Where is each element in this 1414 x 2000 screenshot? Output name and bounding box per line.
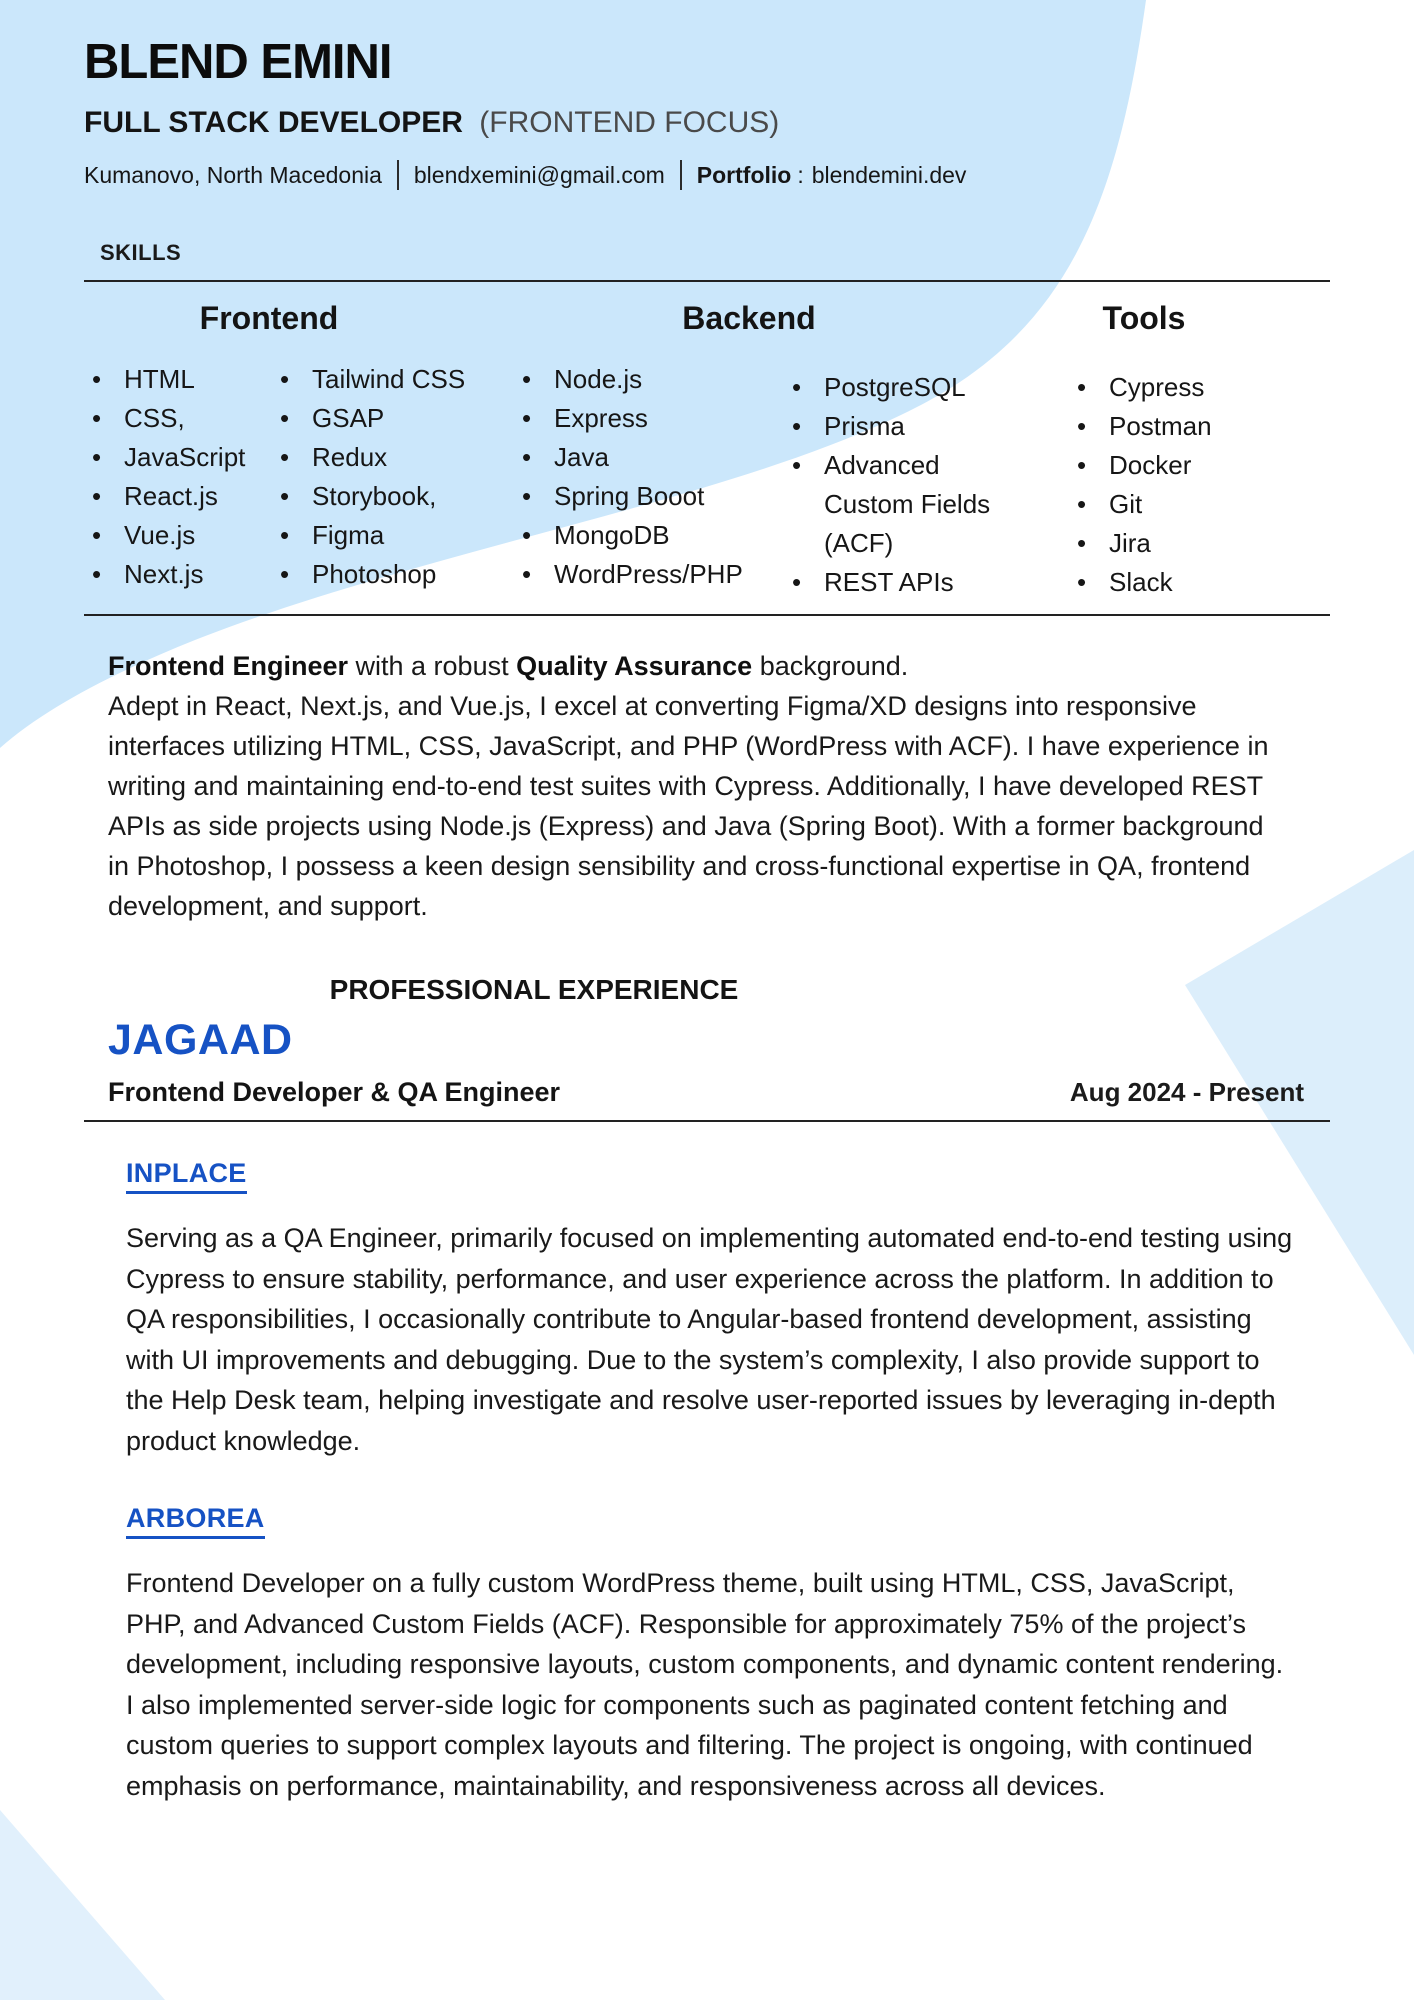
role-title: Frontend Developer & QA Engineer	[108, 1077, 561, 1108]
divider-line	[84, 280, 1330, 282]
portfolio-colon: :	[797, 161, 804, 188]
job-title	[84, 106, 1330, 141]
skill-item: • React.js	[84, 477, 274, 516]
project-inplace	[126, 1158, 1296, 1461]
role-dates: Aug 2024 - Present	[1069, 1077, 1304, 1108]
portfolio-label: Portfolio	[696, 161, 792, 188]
separator	[680, 160, 682, 190]
summary-intro	[108, 646, 1288, 686]
skill-list-tools	[1069, 368, 1309, 602]
project-description: Serving as a QA Engineer, primarily focused on implementing automated end-to-end testing using Cypress to ensure stability, performance, and user experience across the platform. In addition to QA responsibilities, I occasionally contribute to Angular-based frontend development, assisting with UI improvements and debugging. Due to the system’s complexity, I also provide support to the Help Desk team, helping investigate and resolve user-reported issues by leveraging in-depth product knowledge.	[126, 1223, 1293, 1456]
skill-item: • Node.js	[514, 360, 784, 399]
skill-item: • PostgreSQL	[784, 368, 999, 407]
job-title-focus: (FRONTEND FOCUS)	[479, 105, 780, 139]
summary-intro-text-1: with a robust	[348, 651, 517, 682]
portfolio-url[interactable]: blendemini.dev	[811, 161, 967, 188]
skill-item: • MongoDB	[514, 516, 784, 555]
skill-item: • Java	[514, 438, 784, 477]
skill-item: • REST APIs	[784, 563, 999, 602]
contact-line	[84, 160, 1330, 190]
experience-section	[84, 974, 1330, 1806]
project-link-arborea[interactable]: ARBOREA	[126, 1503, 265, 1539]
skill-item: • Photoshop	[272, 555, 522, 594]
skills-group-frontend: Frontend	[199, 300, 339, 337]
skill-item: • Storybook,	[272, 477, 522, 516]
skill-item: • Vue.js	[84, 516, 274, 555]
skill-list-frontend-2	[272, 360, 522, 594]
skill-item: • Cypress	[1069, 368, 1309, 407]
divider-line	[84, 614, 1330, 616]
resume-header	[84, 36, 1330, 190]
skills-columns	[84, 360, 1330, 614]
person-name: BLEND EMINI	[84, 35, 392, 89]
skill-item: • WordPress/PHP	[514, 555, 784, 594]
skill-item: • Next.js	[84, 555, 274, 594]
skill-item: • Docker	[1069, 446, 1309, 485]
summary-intro-bold-1: Frontend Engineer	[108, 651, 349, 682]
summary-section	[108, 646, 1288, 926]
skill-item: • Figma	[272, 516, 522, 555]
skill-item: • Prisma	[784, 407, 999, 446]
skills-group-backend: Backend	[682, 300, 816, 337]
experience-heading: PROFESSIONAL EXPERIENCE	[329, 974, 739, 1006]
project-arborea	[126, 1503, 1296, 1806]
skill-item: • Tailwind CSS	[272, 360, 522, 399]
skill-item: • HTML	[84, 360, 274, 399]
skill-item: • Advanced Custom Fields (ACF)	[784, 446, 999, 563]
skill-item: • Jira	[1069, 524, 1309, 563]
location-text: Kumanovo, North Macedonia	[84, 161, 382, 188]
separator	[397, 160, 399, 190]
skill-item: • Git	[1069, 485, 1309, 524]
skill-item: • Postman	[1069, 407, 1309, 446]
skill-item: • Slack	[1069, 563, 1309, 602]
skill-item: • Spring Booot	[514, 477, 784, 516]
skills-heading: SKILLS	[100, 240, 182, 266]
skills-group-tools: Tools	[1102, 300, 1186, 337]
skill-list-backend-1	[514, 360, 784, 594]
project-link-inplace[interactable]: INPLACE	[126, 1158, 247, 1194]
skill-item: • CSS,	[84, 399, 274, 438]
skill-item: • Express	[514, 399, 784, 438]
summary-intro-text-2: background.	[752, 651, 909, 682]
skill-list-backend-2	[784, 368, 999, 602]
role-row	[108, 1077, 1330, 1108]
skill-list-frontend-1	[84, 360, 274, 594]
job-title-main: FULL STACK DEVELOPER	[84, 105, 463, 139]
skill-item: • Redux	[272, 438, 522, 477]
divider-line	[84, 1120, 1330, 1122]
summary-intro-bold-2: Quality Assurance	[516, 651, 753, 682]
skills-section	[84, 240, 1330, 616]
company-name: JAGAAD	[108, 1016, 293, 1065]
skill-item: • GSAP	[272, 399, 522, 438]
skills-group-titles	[84, 294, 1330, 360]
summary-body: Adept in React, Next.js, and Vue.js, I excel at converting Figma/XD designs into responsive interfaces utilizing HTML, CSS, JavaScript, and PHP (WordPress with ACF). I have experience in writing and maintaining end-to-end test suites with Cypress. Additionally, I have developed REST APIs as side projects using Node.js (Express) and Java (Spring Boot). With a former background in Photoshop, I possess a keen design sensibility and cross-functional expertise in QA, frontend development, and support.	[108, 691, 1269, 922]
email-text: blendxemini@gmail.com	[413, 161, 665, 188]
skill-item: • JavaScript	[84, 438, 274, 477]
project-description: Frontend Developer on a fully custom WordPress theme, built using HTML, CSS, JavaScript, PHP, and Advanced Custom Fields (ACF). Responsible for approximately 75% of the project’s development, including responsive layouts, custom components, and dynamic content rendering. I also implemented server-side logic for components such as paginated content fetching and custom queries to support complex layouts and filtering. The project is ongoing, with continued emphasis on performance, maintainability, and responsiveness across all devices.	[126, 1568, 1284, 1801]
